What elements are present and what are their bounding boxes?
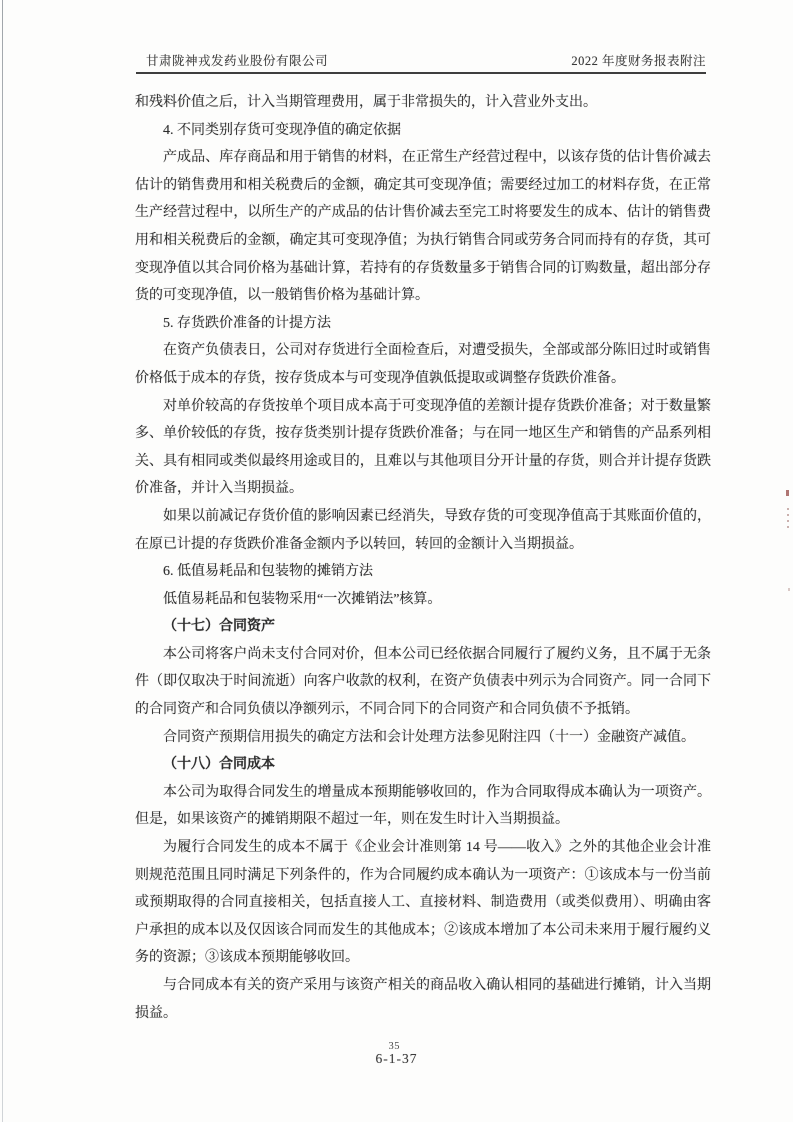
paragraph: 对单价较高的存货按单个项目成本高于可变现净值的差额计提存货跌价准备；对于数量繁多、单价较低的存货，按存货类别计提存货跌价准备；与在同一地区生产和销售的产品系列相关、具有相同或类似最终用途或目的，且难以与其他项目分开计量的存货，则合并计提存货跌价准备，并计入当期损益。 bbox=[135, 398, 711, 497]
page-number: 6-1-37 bbox=[375, 1051, 418, 1066]
scan-speck bbox=[788, 588, 790, 591]
paragraph: 与合同成本有关的资产采用与该资产相关的商品收入确认相同的基础进行摊销，计入当期损益。 bbox=[135, 978, 711, 1021]
paragraph-continuation: 和残料价值之后，计入当期管理费用，属于非常损失的，计入营业外支出。 bbox=[135, 95, 597, 110]
paragraph: 本公司为取得合同发生的增量成本预期能够收回的，作为合同取得成本确认为一项资产。但是，如果该资产的摊销期限不超过一年，则在发生时计入当期损益。 bbox=[135, 784, 711, 828]
paragraph: 本公司将客户尚未支付合同对价，但本公司已经依据合同履行了履约义务，且不属于无条件（即仅取决于时间流逝）向客户收款的权利，在资产负债表中列示为合同资产。同一合同下的合同资产和合同负债以净额列示，不同合同下的合同资产和合同负债不予抵销。 bbox=[135, 646, 711, 718]
document-body bbox=[135, 89, 711, 1027]
paragraph: 低值易耗品和包装物采用“一次摊销法”核算。 bbox=[163, 591, 442, 607]
page-number-stack bbox=[375, 1041, 418, 1068]
stamp-page-number: 35 bbox=[388, 1041, 400, 1052]
page-footer bbox=[0, 1041, 793, 1068]
scan-speck bbox=[787, 508, 789, 530]
section-heading-18: （十八）合同成本 bbox=[163, 757, 275, 773]
paragraph: 为履行合同发生的成本不属于《企业会计准则第 14 号——收入》之外的其他企业会计准则规范范围且同时满足下列条件的，作为合同履约成本确认为一项资产：①该成本与一份当前或预期取得的合同直接相关，包括直接人工、直接材料、制造费用（或类似费用）、明确由客户承担的成本以及仅因该合同而发生的其他成本；②该成本增加了本公司未来用于履行履约义务的资源；③该成本预期能够收回。 bbox=[135, 840, 711, 966]
company-name: 甘肃陇神戎发药业股份有限公司 bbox=[146, 54, 329, 68]
section-heading-4: 4. 不同类别存货可变现净值的确定依据 bbox=[163, 122, 401, 138]
section-heading-17: （十七）合同资产 bbox=[163, 619, 275, 635]
report-title: 2022 年度财务报表附注 bbox=[571, 54, 706, 68]
paragraph: 如果以前减记存货价值的影响因素已经消失，导致存货的可变现净值高于其账面价值的，在原已计提的存货跌价准备金额内予以转回，转回的金额计入当期损益。 bbox=[135, 508, 711, 552]
paragraph: 产成品、库存商品和用于销售的材料，在正常生产经营过程中，以该存货的估计售价减去估计的销售费用和相关税费后的金额，确定其可变现净值；需要经过加工的材料存货，在正常生产经营过程中，以所生产的产成品的估计售价减去至完工时将要发生的成本、估计的销售费用和相关税费后的金额，确定其可变现净值；为执行销售合同或劳务合同而持有的存货，其可变现净值以其合同价格为基础计算，若持有的存货数量多于销售合同的订购数量，超出部分存货的可变现净值，以一般销售价格为基础计算。 bbox=[135, 150, 711, 304]
scan-edge-line bbox=[2, 0, 3, 1122]
scan-speck bbox=[786, 490, 789, 496]
paragraph: 合同资产预期信用损失的确定方法和会计处理方法参见附注四（十一）金融资产减值。 bbox=[163, 729, 695, 745]
section-heading-6: 6. 低值易耗品和包装物的摊销方法 bbox=[163, 564, 373, 580]
paragraph: 在资产负债表日，公司对存货进行全面检查后，对遭受损失，全部或部分陈旧过时或销售价格低于成本的存货，按存货成本与可变现净值孰低提取或调整存货跌价准备。 bbox=[135, 343, 711, 386]
page-header bbox=[136, 50, 706, 74]
section-heading-5: 5. 存货跌价准备的计提方法 bbox=[163, 315, 331, 331]
